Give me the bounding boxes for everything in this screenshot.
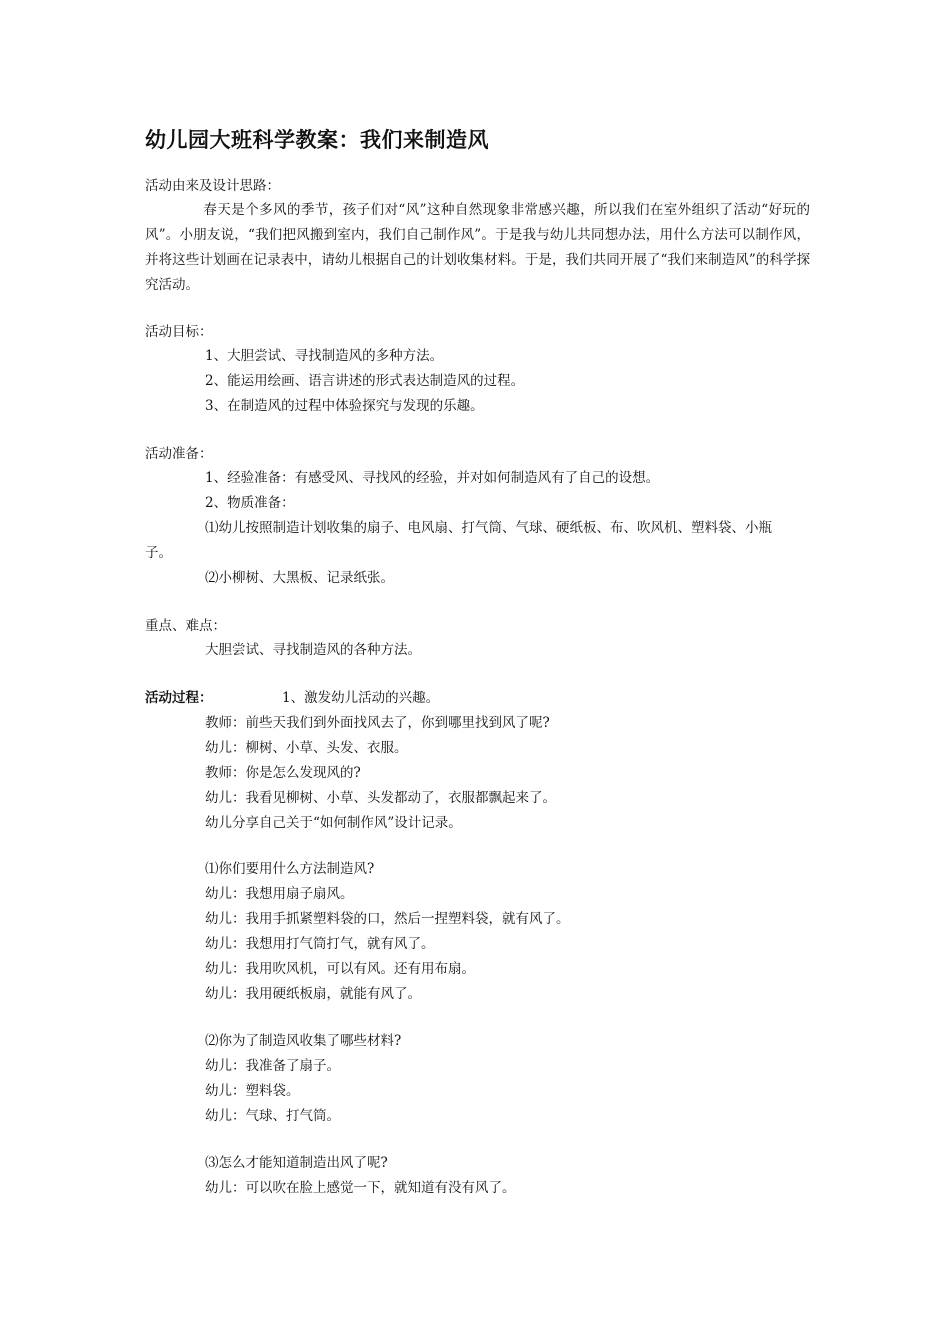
question: ⑴你们要用什么方法制造风? (205, 861, 375, 877)
question: ⑵你为了制造风收集了哪些材料? (205, 1033, 402, 1049)
answer-line: 幼儿：可以吹在脸上感觉一下，就知道有没有风了。 (205, 1180, 516, 1196)
dialog-line: 教师：你是怎么发现风的? (205, 765, 361, 781)
answer-line: 幼儿：塑料袋。 (205, 1083, 300, 1099)
answer-line: 幼儿：我用硬纸板扇，就能有风了。 (205, 986, 421, 1002)
prep-item: 1、经验准备：有感受风、寻找风的经验，并对如何制造风有了自己的设想。 (205, 470, 660, 486)
prep-sub-item-cont: 子。 (145, 545, 172, 561)
dialog-line: 教师：前些天我们到外面找风去了，你到哪里找到风了呢? (205, 715, 550, 731)
prep-sub-item: ⑵小柳树、大黑板、记录纸张。 (205, 570, 394, 586)
goals-heading: 活动目标： (145, 324, 213, 340)
prep-item: 2、物质准备： (205, 495, 295, 511)
goal-item: 2、能运用绘画、语言讲述的形式表达制造风的过程。 (205, 373, 525, 389)
prep-sub-item: ⑴幼儿按照制造计划收集的扇子、电风扇、打气筒、气球、硬纸板、布、吹风机、塑料袋、小瓶 (205, 520, 772, 536)
answer-line: 幼儿：我准备了扇子。 (205, 1058, 340, 1074)
key-heading: 重点、难点： (145, 618, 226, 634)
origin-paragraph-text: 春天是个多风的季节，孩子们对“风”这种自然现象非常感兴趣，所以我们在室外组织了活动“好玩的风”。小朋友说，“我们把风搬到室内，我们自己制作风”。于是我与幼儿共同想办法，用什么方法可以制作风，并将这些计划画在记录表中，请幼儿根据自己的计划收集材料。于是，我们共同开展了“我们来制造风”的科学探究活动。 (145, 202, 810, 293)
goal-item: 1、大胆尝试、寻找制造风的多种方法。 (205, 348, 444, 364)
process-step: 1、激发幼儿活动的兴趣。 (282, 690, 440, 706)
dialog-line: 幼儿分享自己关于“如何制作风”设计记录。 (205, 815, 462, 831)
goal-item: 3、在制造风的过程中体验探究与发现的乐趣。 (205, 398, 484, 414)
origin-paragraph (145, 198, 810, 298)
answer-line: 幼儿：我想用扇子扇风。 (205, 886, 354, 902)
answer-line: 幼儿：我用手抓紧塑料袋的口，然后一捏塑料袋，就有风了。 (205, 911, 570, 927)
dialog-line: 幼儿：柳树、小草、头发、衣服。 (205, 740, 408, 756)
dialog-line: 幼儿：我看见柳树、小草、头发都动了，衣服都飘起来了。 (205, 790, 556, 806)
page-title: 幼儿园大班科学教案：我们来制造风 (145, 128, 489, 152)
answer-line: 幼儿：我用吹风机，可以有风。还有用布扇。 (205, 961, 475, 977)
key-text: 大胆尝试、寻找制造风的各种方法。 (205, 642, 421, 658)
question: ⑶怎么才能知道制造出风了呢? (205, 1155, 388, 1171)
origin-heading: 活动由来及设计思路： (145, 178, 280, 194)
answer-line: 幼儿：我想用打气筒打气，就有风了。 (205, 936, 435, 952)
answer-line: 幼儿：气球、打气筒。 (205, 1108, 340, 1124)
process-heading: 活动过程： (145, 690, 213, 706)
prep-heading: 活动准备： (145, 446, 213, 462)
